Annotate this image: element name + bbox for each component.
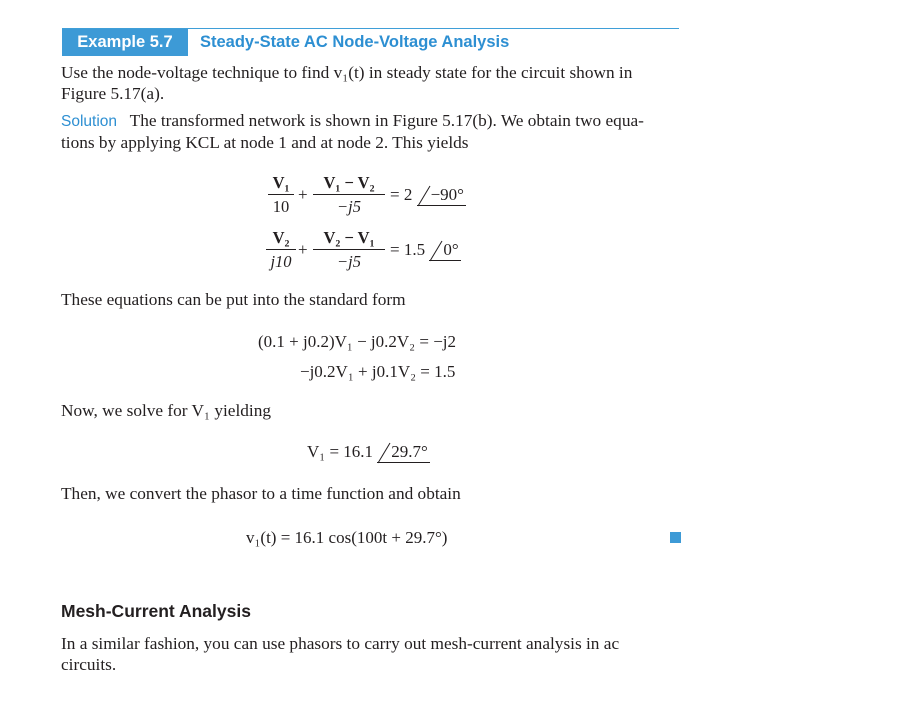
v1-phasor-angle (377, 442, 430, 463)
standard-form-equation2: −j0.2V₁ + j0.1V₂ = 1.5 (300, 362, 456, 381)
eq2-fraction2 (313, 229, 385, 271)
eq1-plus: + (298, 185, 308, 204)
section-heading: Mesh-Current Analysis (61, 601, 251, 621)
eq1-angle-value: −90° (430, 185, 464, 204)
v1-phasor-result (307, 442, 430, 463)
eq1-fraction1 (268, 174, 294, 216)
mesh-section-line1: In a similar fashion, you can use phasors to carry out mesh-current analysis in ac (61, 634, 620, 653)
standard-form-equation1: (0.1 + j0.2)V₁ − j0.2V₂ = −j2 (258, 332, 456, 351)
example-number-badge: Example 5.7 (62, 29, 188, 56)
eq1-fraction2 (313, 174, 385, 216)
eq2-angle-value: 0° (443, 240, 459, 259)
solution-line1: The transformed network is shown in Figure 5.17(b). We obtain two equa- (129, 111, 644, 130)
time-function-result: v₁(t) = 16.1 cos(100t + 29.7°) (246, 528, 448, 547)
eq1-rhs-value: = 2 (390, 185, 413, 204)
angle-symbol-icon (417, 184, 431, 206)
eq2-rhs-value: = 1.5 (390, 240, 426, 259)
solution-label: Solution (61, 113, 118, 130)
mesh-section-paragraph (61, 633, 683, 675)
angle-symbol-icon (429, 239, 443, 261)
solve-intro: Now, we solve for V₁ yielding (61, 401, 272, 420)
eq2-fraction1-numerator: V₂ (272, 228, 290, 247)
example-title: Steady-State AC Node-Voltage Analysis (200, 33, 510, 51)
eq2-rhs (390, 240, 461, 261)
eq1-rhs (390, 185, 466, 206)
eq1-fraction1-denominator: 10 (272, 197, 290, 216)
eq2-plus: + (298, 240, 308, 259)
v1-phasor-magnitude: V₁ = 16.1 (307, 442, 374, 461)
end-of-example-marker (670, 532, 681, 543)
eq1-fraction2-denominator: −j5 (337, 197, 361, 216)
mesh-section-line2: circuits. (61, 655, 117, 674)
v1-phasor-angle-value: 29.7° (391, 442, 428, 461)
convert-intro: Then, we convert the phasor to a time function and obtain (61, 484, 461, 503)
solution-line2: tions by applying KCL at node 1 and at node 2. This yields (61, 133, 469, 152)
problem-statement (61, 62, 683, 104)
eq2-fraction1-denominator: j10 (270, 252, 292, 271)
solution-paragraph (61, 110, 683, 153)
eq1-angle (417, 185, 466, 206)
eq1-fraction2-numerator: V₁ − V₂ (323, 173, 375, 192)
problem-statement-line2: Figure 5.17(a). (61, 84, 165, 103)
angle-symbol-icon (377, 441, 391, 463)
problem-statement-line1: Use the node-voltage technique to find v₁(t) in steady state for the circuit shown in (61, 63, 633, 82)
eq2-fraction2-denominator: −j5 (337, 252, 361, 271)
eq2-fraction1 (266, 229, 296, 271)
eq2-angle (429, 240, 460, 261)
eq1-fraction1-numerator: V₁ (272, 173, 290, 192)
standard-form-intro: These equations can be put into the standard form (61, 290, 406, 309)
eq2-fraction2-numerator: V₂ − V₁ (323, 228, 375, 247)
